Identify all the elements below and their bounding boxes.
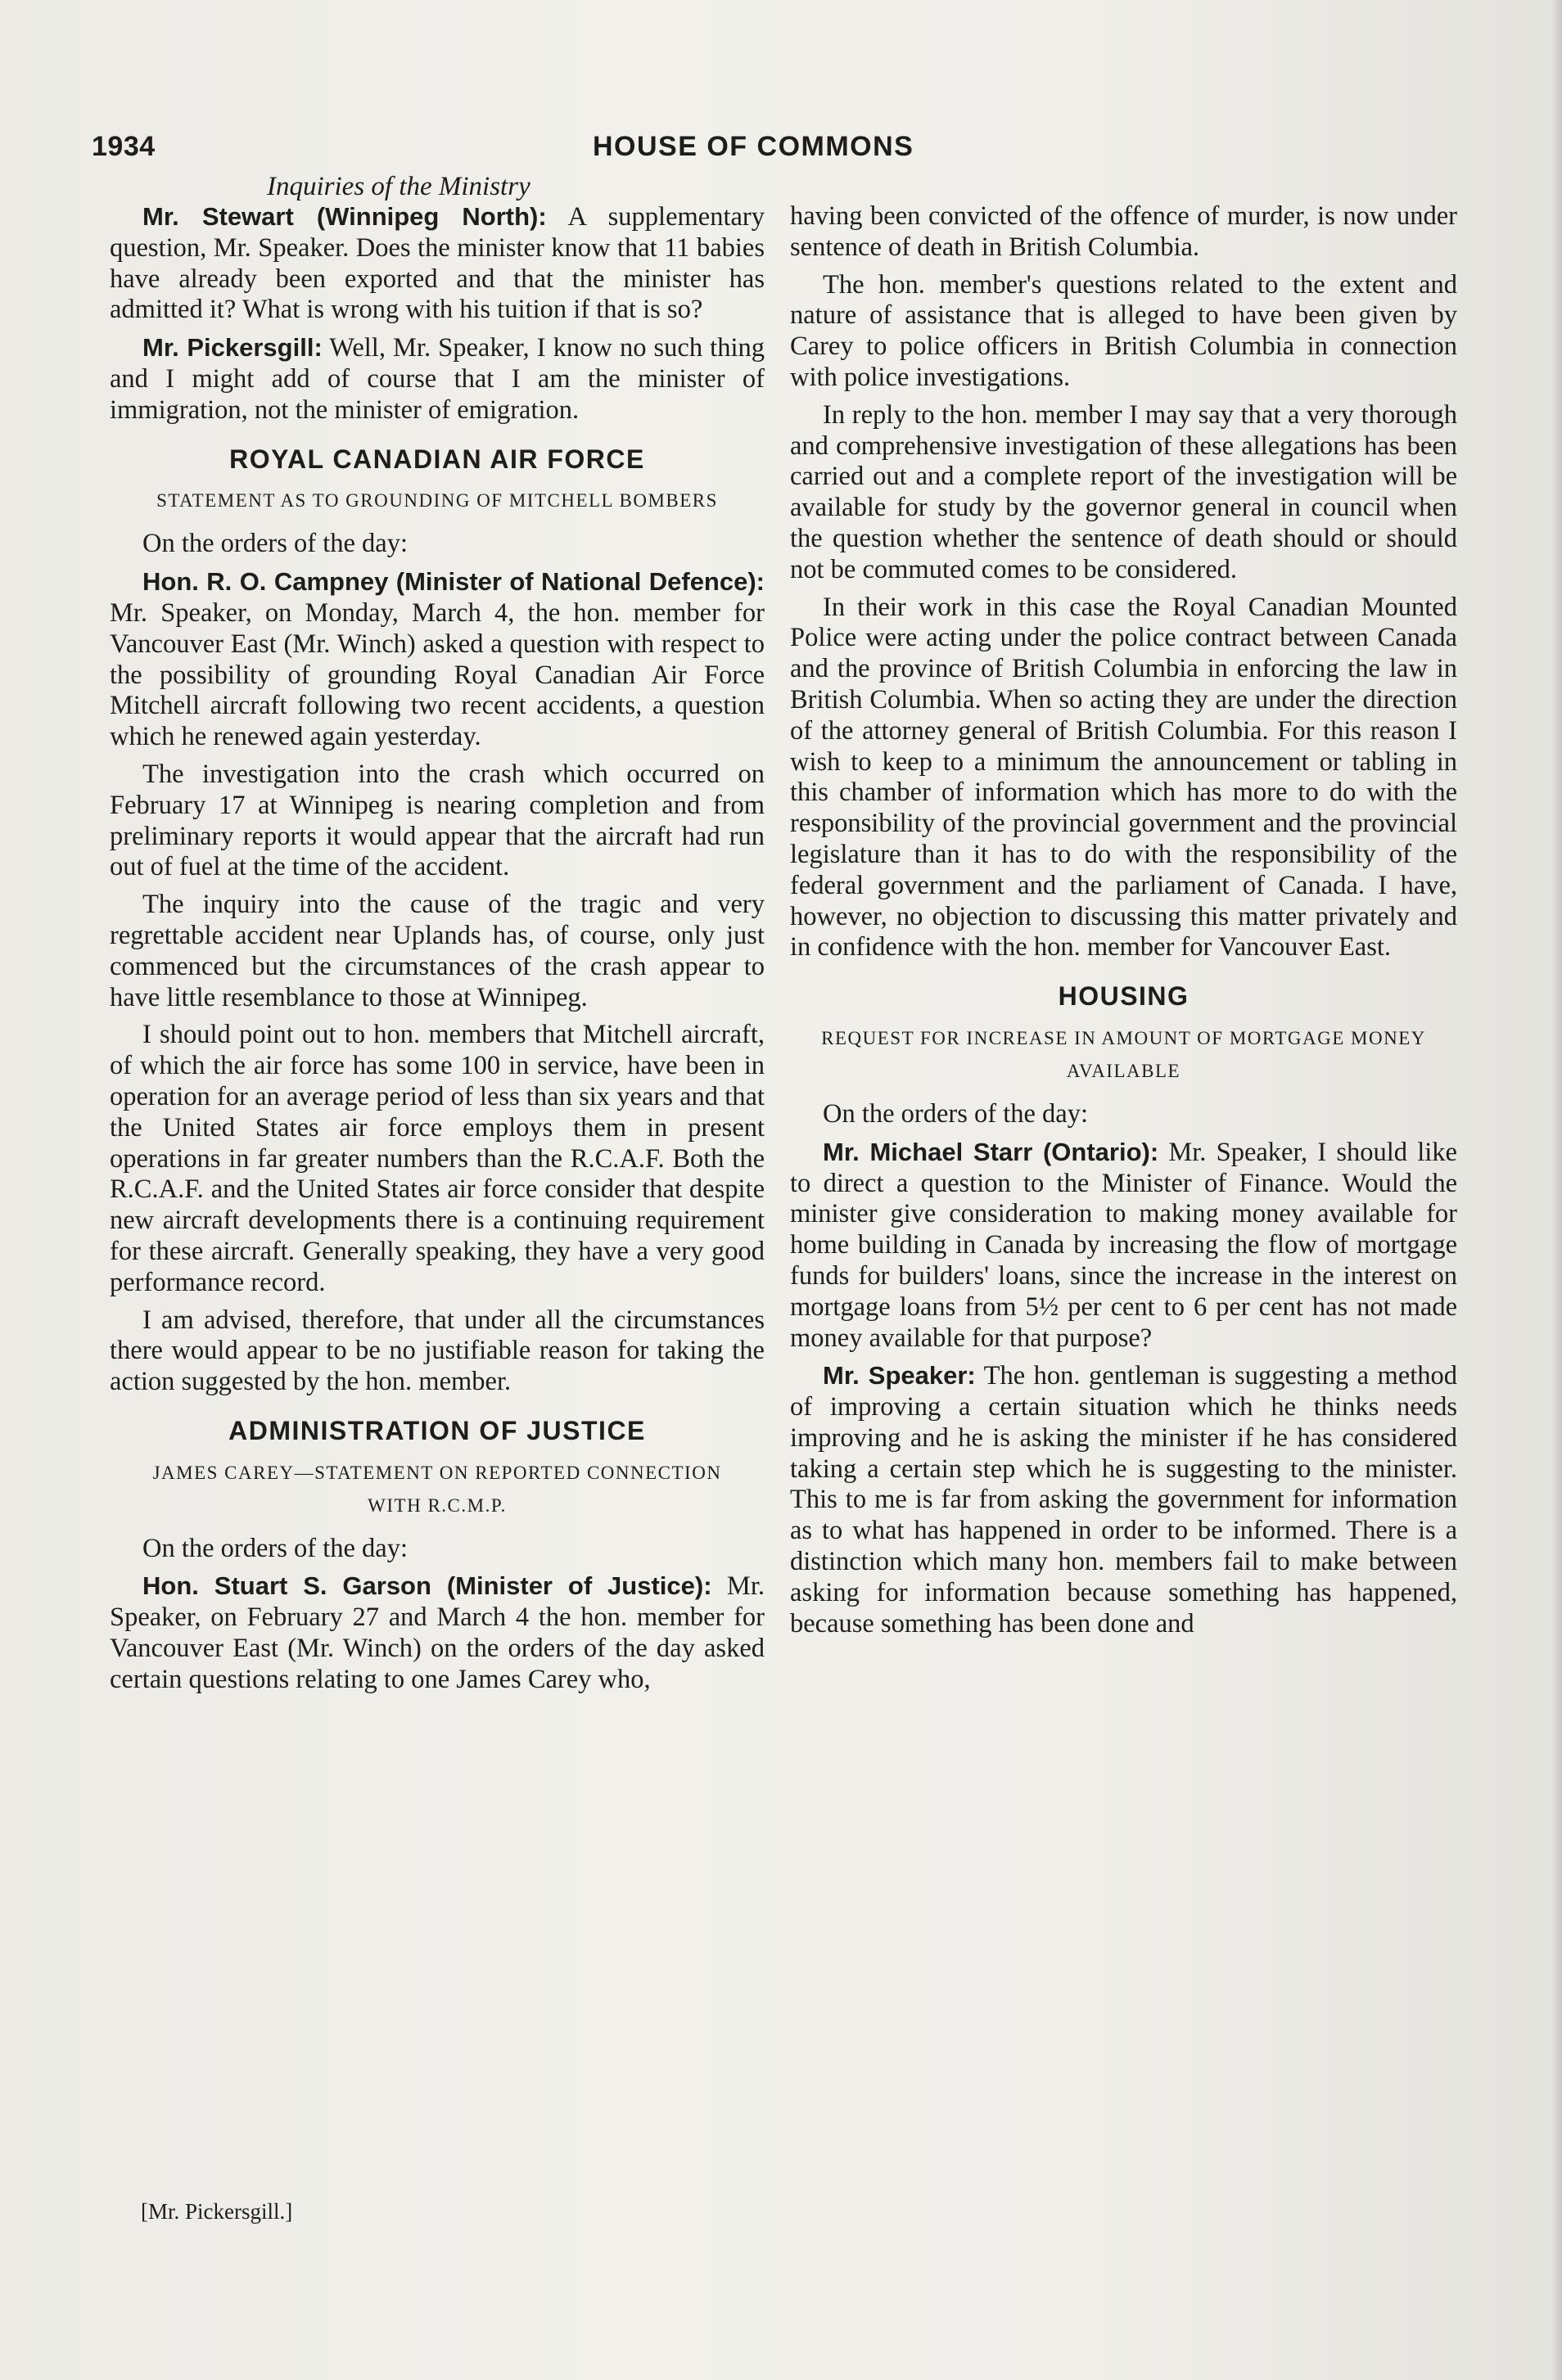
orders-of-day: On the orders of the day: (142, 529, 409, 559)
right-column (790, 201, 1457, 1646)
paragraph (110, 1571, 765, 1695)
section-subheading-justice: JAMES CAREY—STATEMENT ON REPORTED CONNECTION WITH R.C.M.P. (152, 1462, 722, 1516)
paragraph: I should point out to hon. members that Mitchell aircraft, of which the air force has some 100 in service, have been in operation for an average period of less than six years and that the United States air force employs them in present operations in far greater numbers than the R.C.A.F. Both the R.C.A.F. and the United States air force consider that despite new aircraft developments there is a continuing requirement for these aircraft. Generally speaking, they have a very good performance record. (110, 1020, 765, 1297)
section-heading-justice: ADMINISTRATION OF JUSTICE (228, 1415, 646, 1445)
paragraph-text: The hon. gentleman is suggesting a method of improving a certain situation which he thinks needs improving and he is asking the minister if he has considered taking a certain step which he is suggesting to the minister. This to me is far from asking the government for information as to what has happened in order to be informed. There is a distinction which many hon. members fail to make between asking for information because something has happened, because something has been done and (790, 1361, 1457, 1639)
paragraph-text: Mr. Speaker, on Monday, March 4, the hon. member for Vancouver East (Mr. Winch) asked a question with respect to the possibility of grounding Royal Canadian Air Force Mitchell aircraft following two recent accidents, a question which he renewed again yesterday. (110, 597, 765, 752)
paragraph: In their work in this case the Royal Canadian Mounted Police were acting under the police contract between Canada and the province of British Columbia in enforcing the law in British Columbia. When so acting they are under the direction of the attorney general of British Columbia. For this reason I wish to keep to a minimum the announcement or tabling in this chamber of information which has more to do with the responsibility of the provincial government and the provincial legislature than it has to do with the responsibility of the federal government and the parliament of Canada. I have, however, no objection to discussing this matter privately and in confidence with the hon. member for Vancouver East. (790, 592, 1457, 962)
paragraph (790, 1137, 1457, 1355)
orders-of-day: On the orders of the day: (142, 1533, 409, 1563)
section-subheading: Inquiries of the Ministry (267, 172, 530, 201)
speaker-name: Mr. Stewart (Winnipeg North): (142, 202, 547, 231)
paragraph-text: Mr. Speaker, on February 27 and March 4 the hon. member for Vancouver East (Mr. Winch) on the orders of the day asked certain questions relating to one James Carey who, (110, 1571, 765, 1694)
paragraph (110, 201, 765, 326)
paragraph (110, 566, 765, 753)
orders-of-day: On the orders of the day: (823, 1098, 1089, 1129)
page-header (92, 131, 1475, 172)
paragraph: I am advised, therefore, that under all the circumstances there would appear to be no justifiable reason for taking the action suggested by the hon. member. (110, 1305, 765, 1397)
paragraph: The investigation into the crash which occurred on February 17 at Winnipeg is nearing completion and from preliminary reports it would appear that the aircraft had run out of fuel at the time of the accident. (110, 759, 765, 882)
section-heading-rcaf: ROYAL CANADIAN AIR FORCE (229, 444, 645, 474)
page-number: 1934 (92, 131, 156, 162)
paragraph: In reply to the hon. member I may say that a very thorough and comprehensive investigation of these allegations has been carried out and a complete report of the investigation will be available for study by the governor general in council when the question whether the sentence of death should or should not be commuted comes to be considered. (790, 399, 1457, 584)
paragraph: The hon. member's questions related to the extent and nature of assistance that is alleged to have been given by Carey to police officers in British Columbia in connection with police investigations. (790, 269, 1457, 392)
paragraph (110, 332, 765, 426)
paragraph (790, 1360, 1457, 1639)
section-subheading-housing: REQUEST FOR INCREASE IN AMOUNT OF MORTGAGE MONEY AVAILABLE (821, 1027, 1426, 1081)
paragraph-text: Mr. Speaker, I should like to direct a question to the Minister of Finance. Would the minister give consideration to making money available for home building in Canada by increasing the flow of mortgage funds for builders' loans, since the increase in the interest on mortgage loans from 5½ per cent to 6 per cent has not made money available for that purpose? (790, 1137, 1457, 1353)
speaker-name: Mr. Speaker: (823, 1361, 976, 1391)
speaker-name: Hon. Stuart S. Garson (Minister of Justice): (142, 1571, 712, 1601)
paragraph: having been convicted of the offence of murder, is now under sentence of death in British Columbia. (790, 201, 1457, 262)
running-head: HOUSE OF COMMONS (593, 131, 914, 162)
page-edge-shadow (1551, 0, 1562, 2380)
paragraph-text: A supplementary question, Mr. Speaker. Does the minister know that 11 babies have already been exported and that the minister has admitted it? What is wrong with his tuition if that is so? (110, 202, 765, 325)
speaker-name: Mr. Pickersgill: (142, 333, 323, 363)
section-heading-housing: HOUSING (1058, 981, 1190, 1012)
section-subheading-rcaf: STATEMENT AS TO GROUNDING OF MITCHELL BOMBERS (156, 490, 718, 512)
footer-note: [Mr. Pickersgill.] (141, 2199, 293, 2224)
left-column (110, 201, 765, 1702)
paragraph: The inquiry into the cause of the tragic and very regrettable accident near Uplands has, of course, only just commenced but the circumstances of the crash appear to have little resemblance to those at Winnipeg. (110, 890, 765, 1012)
speaker-name: Hon. R. O. Campney (Minister of National Defence): (142, 567, 765, 597)
paragraph-text: Well, Mr. Speaker, I know no such thing and I might add of course that I am the minister of immigration, not the minister of emigration. (110, 333, 765, 425)
speaker-name: Mr. Michael Starr (Ontario): (823, 1137, 1159, 1166)
